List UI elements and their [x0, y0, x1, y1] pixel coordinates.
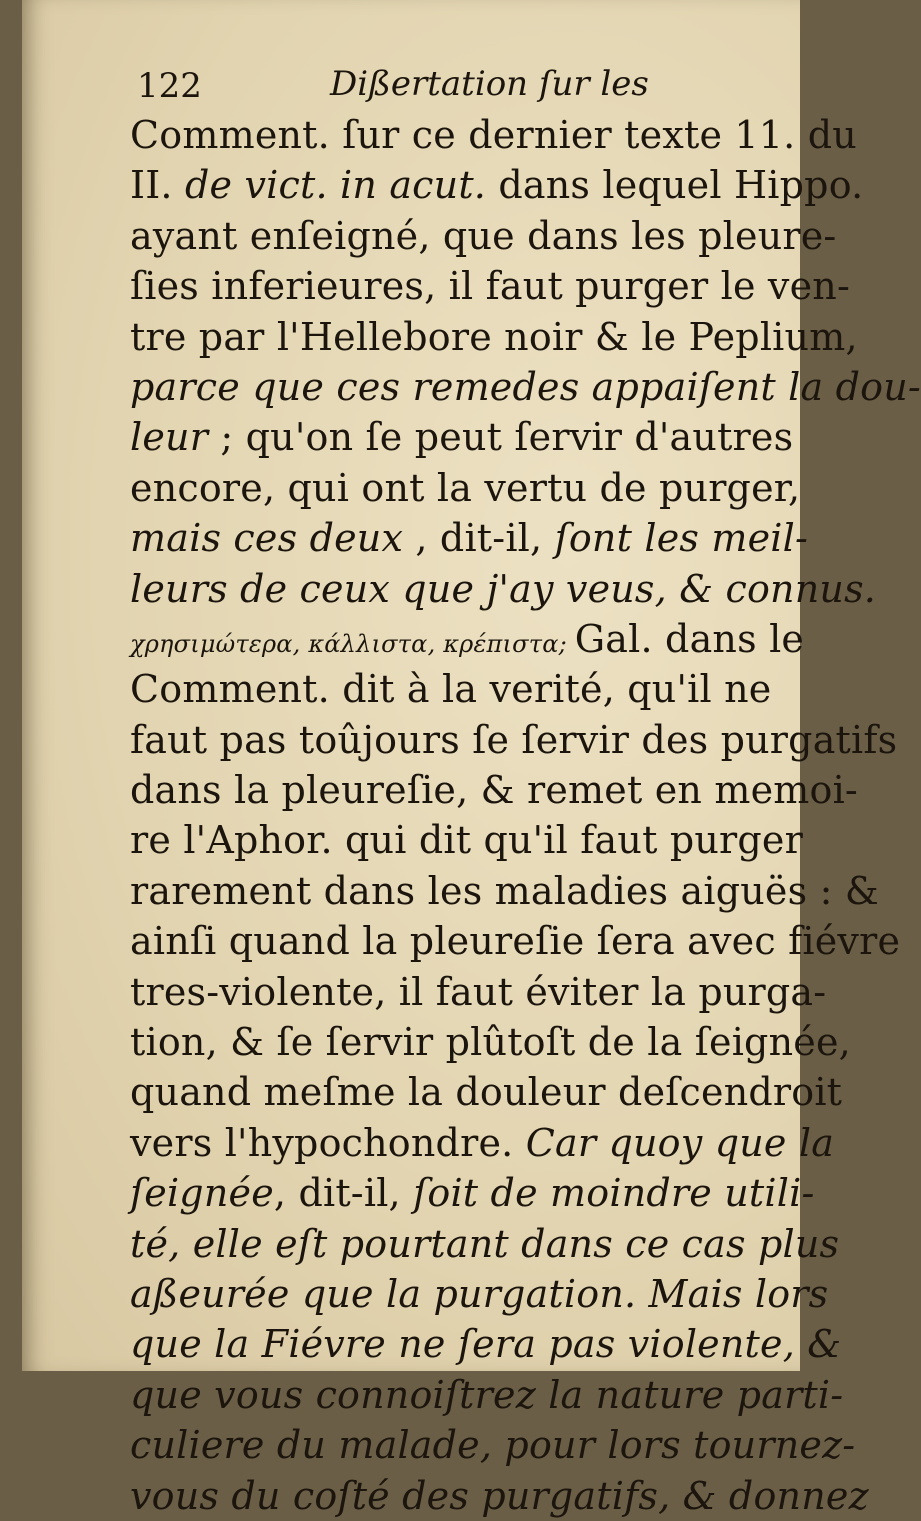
- italic-text: té, elle eſt pourtant dans ce cas plus: [130, 1221, 840, 1266]
- italic-text: de vict. in acut.: [184, 163, 487, 208]
- roman-text: dans la pleureſie, & remet en memoi-: [130, 768, 858, 813]
- text-line: [130, 1420, 856, 1470]
- roman-text: , dit-il,: [403, 516, 555, 561]
- roman-text: ainſi quand la pleureſie ſera avec fiévre: [130, 919, 901, 964]
- roman-text: Comment. dit à la verité, qu'il ne: [130, 667, 772, 712]
- italic-text: leur: [130, 415, 209, 460]
- roman-text: tion, & ſe ſervir plûtoſt de la ſeignée,: [130, 1020, 851, 1065]
- text-line: [130, 110, 857, 160]
- roman-text: faut pas toûjours ſe ſervir des purgatifs: [130, 717, 898, 762]
- italic-text: culiere du malade, pour lors tournez-: [130, 1423, 856, 1468]
- roman-text: re l'Aphor. qui dit qu'il faut purger: [130, 818, 803, 863]
- greek-text: χρησιμώτερα, κάλλιστα, κρέπιστα;: [130, 629, 575, 658]
- italic-text: leurs de ceux que j'ay veus, & connus.: [130, 566, 877, 611]
- text-line: [130, 261, 850, 311]
- text-line: [130, 312, 858, 362]
- roman-text: ; qu'on ſe peut ſervir d'autres: [208, 415, 794, 460]
- text-line: [130, 412, 794, 462]
- text-line: [130, 1017, 851, 1067]
- roman-text: tres-violente, il faut éviter la purga-: [130, 969, 827, 1014]
- page-number: 122: [137, 66, 202, 106]
- italic-text: Car quoy que la: [525, 1120, 835, 1165]
- text-line: [130, 362, 921, 412]
- text-line: [130, 463, 801, 513]
- text-line: [130, 967, 827, 1017]
- italic-text: ſeignée: [130, 1171, 274, 1216]
- text-line: [130, 815, 803, 865]
- roman-text: vers l'hypochondre.: [130, 1120, 526, 1165]
- roman-text: ſies inferieures, il faut purger le ven-: [130, 264, 850, 309]
- roman-text: Comment. ſur ce dernier texte 11. du: [130, 113, 857, 157]
- book-page: [22, 0, 921, 1518]
- roman-text: II.: [130, 163, 185, 208]
- text-line: [130, 160, 864, 210]
- italic-text: vous du coſté des purgatifs, & donnez: [130, 1473, 869, 1518]
- text-line: [130, 916, 901, 966]
- text-line: [130, 513, 809, 563]
- roman-text: dans lequel Hippo.: [486, 163, 864, 208]
- text-line: [130, 211, 837, 261]
- italic-text: aßeurée que la purgation. Mais lors: [130, 1271, 829, 1316]
- text-line: [130, 1118, 835, 1168]
- text-line: [130, 1219, 840, 1269]
- page-header: [137, 60, 697, 110]
- italic-text: ſoit de moindre utili-: [413, 1171, 815, 1216]
- running-title: Dißertation ſur les: [330, 64, 649, 104]
- text-line: [130, 765, 858, 815]
- roman-text: Gal. dans le: [574, 616, 805, 661]
- roman-text: encore, qui ont la vertu de purger,: [130, 465, 801, 510]
- roman-text: quand meſme la douleur deſcendroit: [130, 1070, 843, 1115]
- roman-text: rarement dans les maladies aiguës : &: [130, 868, 879, 913]
- text-line: [130, 715, 898, 765]
- italic-text: que la Fiévre ne ſera pas violente, &: [130, 1322, 842, 1367]
- italic-text: que vous connoiſtrez la nature parti-: [130, 1372, 844, 1417]
- text-line: [130, 614, 805, 664]
- text-line: [130, 1471, 869, 1521]
- roman-text: , dit-il,: [273, 1171, 414, 1216]
- text-line: [130, 1067, 843, 1117]
- text-line: [130, 1319, 842, 1369]
- italic-text: mais ces deux: [130, 516, 404, 561]
- text-line: [130, 1168, 815, 1218]
- text-line: [130, 866, 879, 916]
- text-line: [130, 1269, 829, 1319]
- text-line: [130, 664, 770, 714]
- text-line: [130, 1370, 844, 1420]
- text-line: [130, 564, 877, 614]
- italic-text: parce que ces remedes appaiſent la dou-: [130, 364, 921, 409]
- roman-text: tre par l'Hellebore noir & le Peplium,: [130, 314, 858, 359]
- body-text: [130, 110, 921, 1521]
- italic-text: ſont les meil-: [554, 516, 809, 561]
- roman-text: ayant enſeigné, que dans les pleure-: [130, 213, 837, 258]
